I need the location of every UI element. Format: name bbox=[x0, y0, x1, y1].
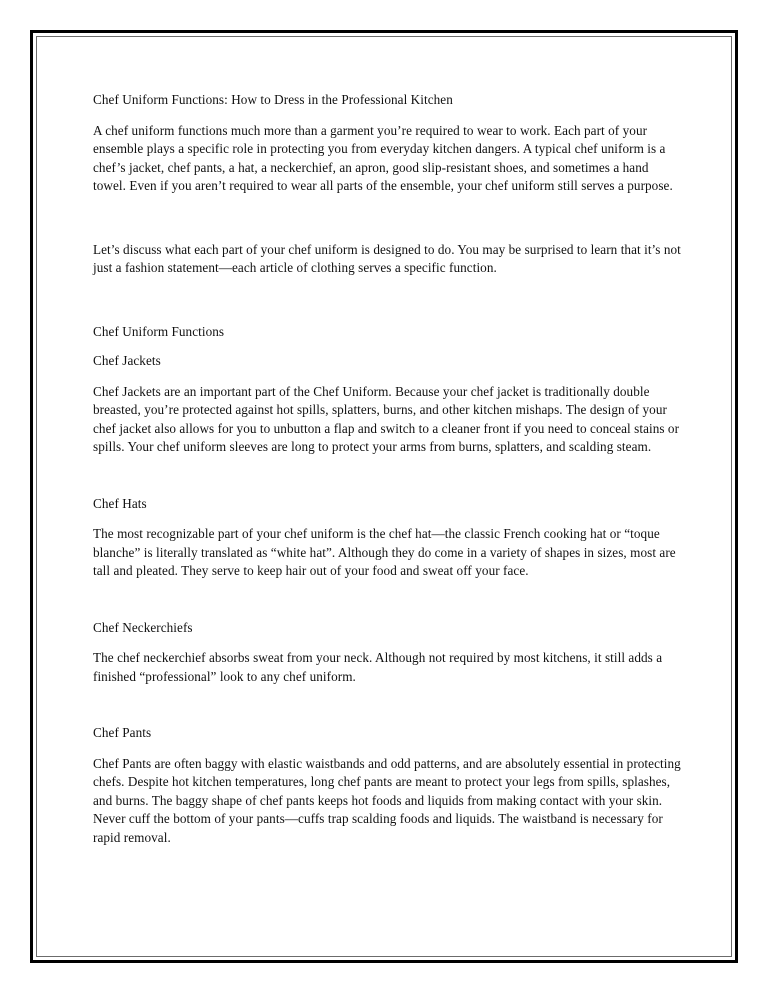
paragraph-chef-hats: The most recognizable part of your chef uniform is the chef hat—the classic French cooking hat or “toque blanche” is literally translated as “white hat”. Although they do come in a variety of shapes in sizes, most are tall and pleated. They serve to keep hair out of your food and sweat off your face. bbox=[93, 526, 676, 578]
page-border-inner bbox=[36, 36, 732, 957]
subheading-chef-hats: Chef Hats bbox=[93, 495, 147, 511]
page-border-outer bbox=[30, 30, 738, 963]
paragraph-intro: A chef uniform functions much more than a garment you’re required to wear to work. Each part of your ensemble plays a specific role in protecting you from everyday kitchen dangers. A typical chef uniform is a chef’s jacket, chef pants, a hat, a neckerchief, an apron, good slip-resistant shoes, and sometimes a hand towel. Even if you aren’t required to wear all parts of the ensemble, your chef uniform still serves a purpose. bbox=[93, 122, 673, 193]
subheading-chef-jackets: Chef Jackets bbox=[93, 353, 161, 368]
subheading-chef-pants: Chef Pants bbox=[93, 725, 152, 740]
document-text-body bbox=[93, 91, 681, 847]
section-heading-chef-uniform-functions: Chef Uniform Functions bbox=[93, 323, 225, 339]
subheading-chef-neckerchiefs: Chef Neckerchiefs bbox=[93, 619, 193, 635]
paragraph-chef-jackets: Chef Jackets are an important part of the Chef Uniform. Because your chef jacket is traditionally double breasted, you’re protected against hot spills, splatters, burns, and other kitchen mishaps. The design of your chef jacket also allows for you to unbutton a flap and switch to a cleaner front if you need to conceal stains or spills. Your chef uniform sleeves are long to protect your arms from burns, splatters, and scalding steam. bbox=[93, 383, 680, 454]
document-title: Chef Uniform Functions: How to Dress in the Professional Kitchen bbox=[93, 92, 453, 107]
paragraph-chef-neckerchiefs: The chef neckerchief absorbs sweat from your neck. Although not required by most kitchens, it still adds a finished “professional” look to any chef uniform. bbox=[93, 650, 663, 684]
paragraph-lead-in: Let’s discuss what each part of your chef uniform is designed to do. You may be surprised to learn that it’s not just a fashion statement—each article of clothing serves a specific function. bbox=[93, 241, 681, 275]
paragraph-chef-pants: Chef Pants are often baggy with elastic waistbands and odd patterns, and are absolutely essential in protecting chefs. Despite hot kitchen temperatures, long chef pants are meant to protect your legs from spills, splashes, and burns. The baggy shape of chef pants keeps hot foods and liquids from making contact with your skin. Never cuff the bottom of your pants—cuffs trap scalding foods and liquids. The waistband is necessary for rapid removal. bbox=[93, 755, 681, 845]
